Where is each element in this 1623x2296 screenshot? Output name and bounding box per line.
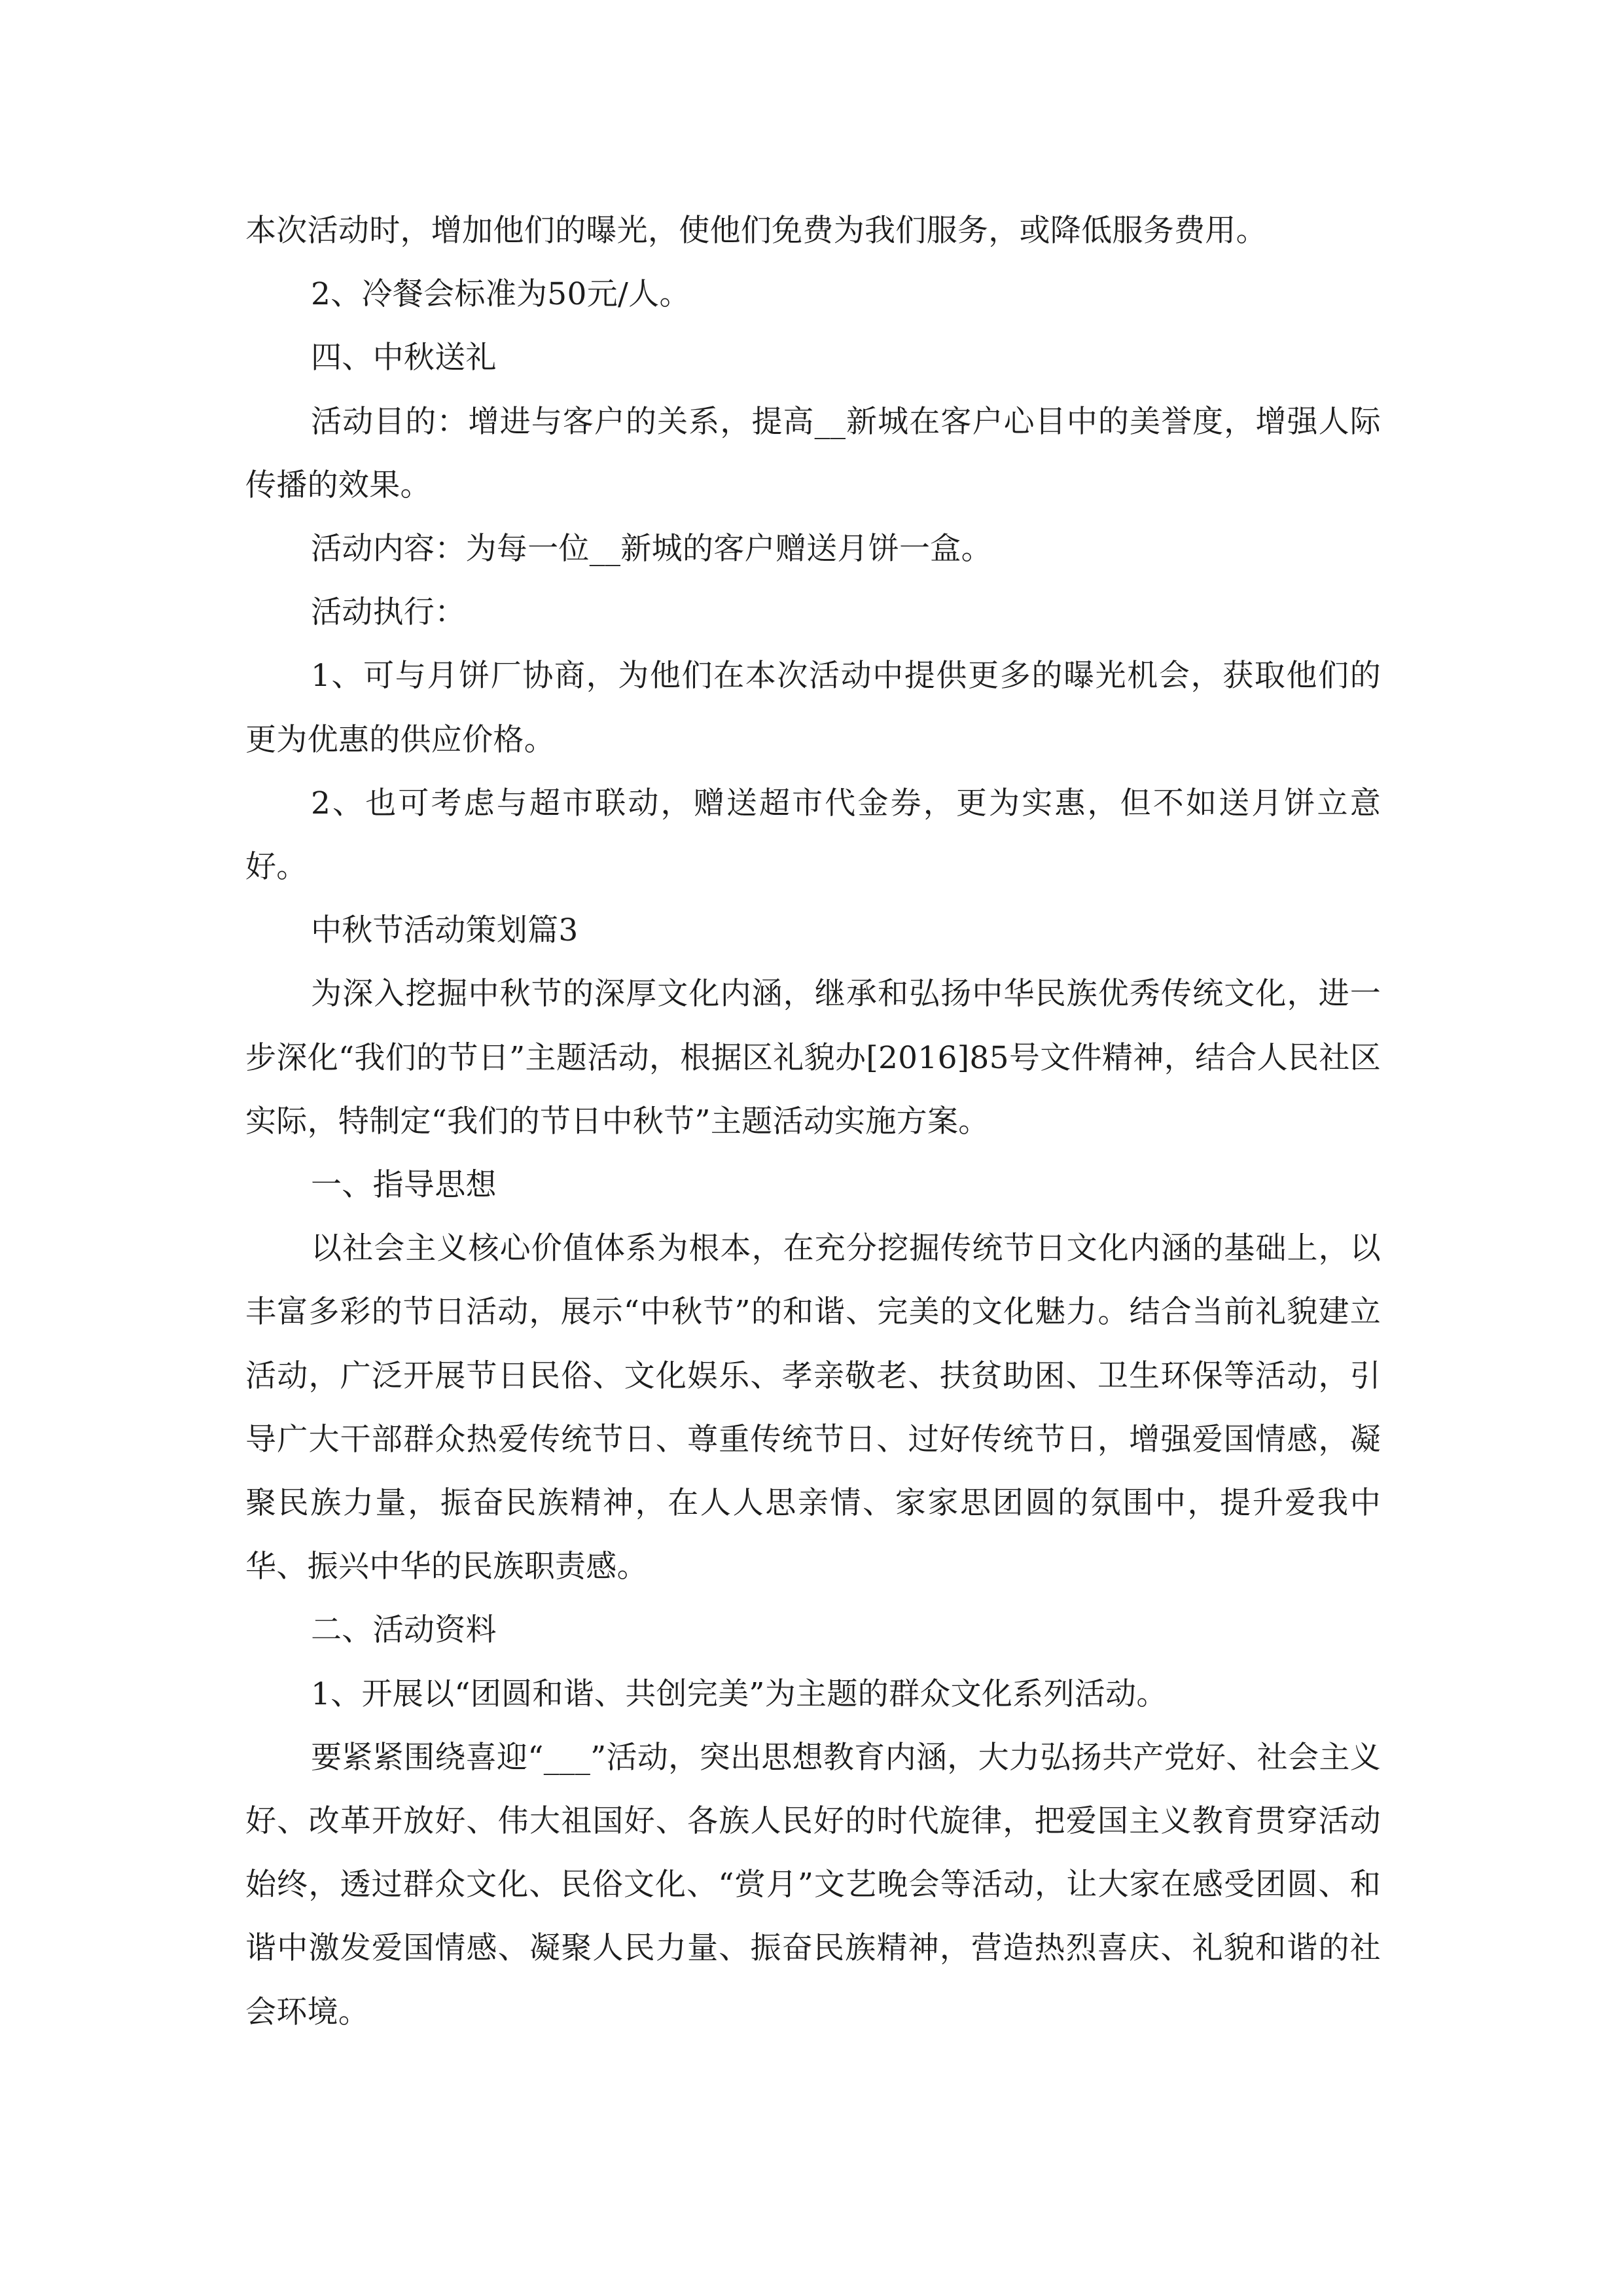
paragraph: 1、可与月饼厂协商，为他们在本次活动中提供更多的曝光机会，获取他们的更为优惠的供应价格。	[245, 658, 1381, 758]
paragraph: 活动内容：为每一位__新城的客户赠送月饼一盒。	[311, 531, 992, 567]
paragraph: 为深入挖掘中秋节的深厚文化内涵，继承和弘扬中华民族优秀传统文化，进一步深化“我们的节日”主题活动，根据区礼貌办[2016]85号文件精神，结合人民社区实际，特制定“我们的节日中秋节”主题活动实施方案。	[245, 976, 1381, 1139]
article-title: 中秋节活动策划篇3	[311, 912, 579, 949]
section-heading: 一、指导思想	[311, 1167, 497, 1204]
paragraph: 活动目的：增进与客户的关系，提高__新城在客户心目中的美誉度，增强人际传播的效果。	[245, 403, 1381, 503]
paragraph: 2、也可考虑与超市联动，赠送超市代金券，更为实惠，但不如送月饼立意好。	[245, 785, 1381, 886]
section-heading: 二、活动资料	[311, 1612, 497, 1649]
paragraph: 以社会主义核心价值体系为根本，在充分挖掘传统节日文化内涵的基础上，以丰富多彩的节日活动，展示“中秋节”的和谐、完美的文化魅力。结合当前礼貌建立活动，广泛开展节日民俗、文化娱乐、孝亲敬老、扶贫助困、卫生环保等活动，引导广大干部群众热爱传统节日、尊重传统节日、过好传统节日，增强爱国情感，凝聚民族力量，振奋民族精神，在人人思亲情、家家思团圆的氛围中，提升爱我中华、振兴中华的民族职责感。	[245, 1230, 1381, 1585]
section-heading: 四、中秋送礼	[311, 340, 497, 376]
paragraph: 本次活动时，增加他们的曝光，使他们免费为我们服务，或降低服务费用。	[245, 213, 1267, 249]
paragraph: 要紧紧围绕喜迎“___”活动，突出思想教育内涵，大力弘扬共产党好、社会主义好、改革开放好、伟大祖国好、各族人民好的时代旋律，把爱国主义教育贯穿活动始终，透过群众文化、民俗文化、“赏月”文艺晚会等活动，让大家在感受团圆、和谐中激发爱国情感、凝聚人民力量、振奋民族精神，营造热烈喜庆、礼貌和谐的社会环境。	[245, 1739, 1381, 2030]
paragraph: 活动执行：	[311, 594, 466, 631]
paragraph: 1、开展以“团圆和谐、共创完美”为主题的群众文化系列活动。	[311, 1676, 1168, 1712]
paragraph: 2、冷餐会标准为50元/人。	[311, 276, 690, 313]
document-body	[245, 199, 1381, 2044]
